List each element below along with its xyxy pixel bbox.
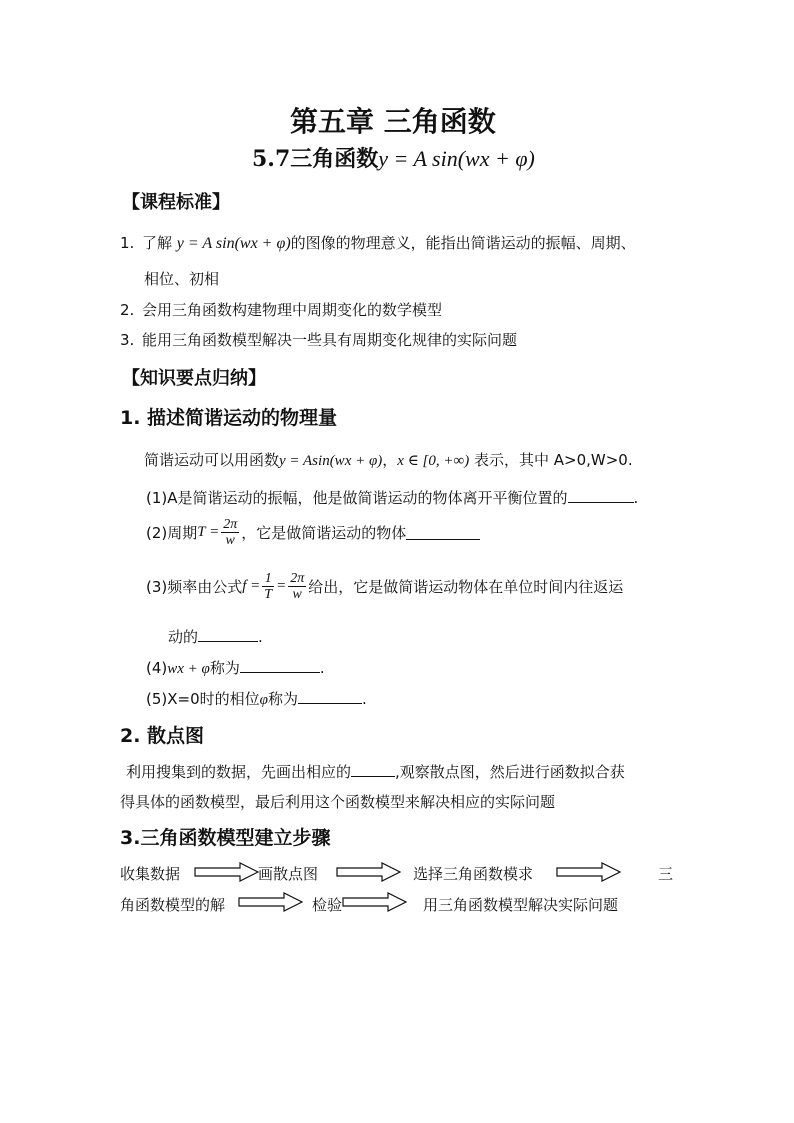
step-choose-model: 选择三角函数模求 <box>413 865 534 883</box>
part2-title: 2. 散点图 <box>120 725 205 747</box>
fraction-denominator: T <box>264 587 273 602</box>
standard-text-post: 的图像的物理意义，能指出简谐运动的振幅、周期、 <box>290 234 636 252</box>
period: . <box>633 489 639 507</box>
part1-item-3 <box>146 571 623 602</box>
part3-title: 3.三角函数模型建立步骤 <box>120 827 331 849</box>
part1-item-4 <box>146 657 325 678</box>
period: . <box>258 628 263 646</box>
item2-fraction <box>221 517 239 548</box>
item4-formula: wx + φ <box>167 661 210 677</box>
standard-num: 1. <box>120 234 135 252</box>
fraction-numerator: 1 <box>262 571 274 587</box>
item5-phi: φ <box>259 692 268 708</box>
item5-pre: (5)X=0时的相位 <box>146 690 260 708</box>
part2-line1-post: ,观察散点图，然后进行函数拟合获 <box>395 763 625 781</box>
standard-text: 会用三角函数构建物理中周期变化的数学模型 <box>142 301 443 319</box>
step-collect-data: 收集数据 <box>120 865 181 883</box>
fraction-denominator: w <box>292 587 302 602</box>
answer-blank[interactable] <box>351 762 395 777</box>
step-solve-model: 角函数模型的解 <box>120 896 226 914</box>
summary-heading: 【知识要点归纳】 <box>122 368 266 389</box>
item3-fraction-2 <box>288 571 306 602</box>
item1-text: (1)A是简谐运动的振幅，他是做简谐运动的物体离开平衡位置的 <box>146 489 568 507</box>
part1-title: 1. 描述简谐运动的物理量 <box>120 407 338 429</box>
part1-item-2 <box>146 517 480 548</box>
arrow-icon <box>238 892 304 912</box>
section-title <box>252 142 535 173</box>
item3-cont: 动的 <box>168 628 199 646</box>
fraction-numerator: 2π <box>223 517 238 532</box>
standard-item-1-cont: 相位、初相 <box>144 270 220 288</box>
answer-blank[interactable] <box>198 627 258 642</box>
step-scatter: 画散点图 <box>258 865 319 883</box>
item3-f: f = <box>242 578 261 594</box>
step-row1-tail: 三 <box>658 865 674 883</box>
part1-intro <box>144 449 633 470</box>
answer-blank[interactable] <box>240 658 320 673</box>
item5-post: 称为 <box>267 690 298 708</box>
item2-T: T = <box>197 524 220 540</box>
part2-line1-pre: 利用搜集到的数据，先画出相应的 <box>126 763 352 781</box>
section-prefix: 5.7三角函数 <box>252 146 379 172</box>
item3-post: 给出，它是做简谐运动物体在单位时间内往返运 <box>308 578 624 596</box>
arrow-icon <box>342 892 408 912</box>
standard-item-2 <box>120 299 442 320</box>
arrow-icon <box>556 862 622 882</box>
chapter-title: 第五章 三角函数 <box>290 105 496 138</box>
item3-eq: = <box>276 578 287 594</box>
fraction-numerator: 2π <box>290 571 305 586</box>
part1-item-3-cont <box>168 626 263 647</box>
item4-pre: (4) <box>146 659 168 677</box>
arrow-icon <box>336 862 402 882</box>
period: . <box>361 690 367 708</box>
part1-item-1 <box>146 487 638 508</box>
standards-heading: 【课程标准】 <box>122 192 230 213</box>
standard-formula: y = A sin(wx + φ) <box>176 235 291 252</box>
item4-post: 称为 <box>209 659 240 677</box>
period: . <box>319 659 325 677</box>
fraction-denominator: w <box>225 533 235 548</box>
intro-sep: ， <box>382 451 398 469</box>
step-verify: 检验 <box>312 896 343 914</box>
section-formula: y = A sin(wx + φ) <box>378 146 535 171</box>
intro-formula-2: x ∈ [0, +∞) <box>397 453 470 469</box>
standard-text: 能用三角函数模型解决一些具有周期变化规律的实际问题 <box>142 331 518 349</box>
standard-text-pre: 了解 <box>142 234 173 252</box>
item3-fraction-1 <box>262 571 274 602</box>
step-apply: 用三角函数模型解决实际问题 <box>423 896 619 914</box>
part2-line-1 <box>126 761 625 782</box>
arrow-icon <box>194 862 260 882</box>
answer-blank[interactable] <box>406 525 480 540</box>
intro-pre: 简谐运动可以用函数 <box>144 451 280 469</box>
part1-item-5 <box>146 688 367 709</box>
item3-pre: (3)频率由公式 <box>146 578 243 596</box>
standard-item-1 <box>120 232 636 253</box>
intro-formula-1: y = Asin(wx + φ) <box>279 453 383 469</box>
part2-line-2: 得具体的函数模型，最后利用这个函数模型来解决相应的实际问题 <box>120 793 556 811</box>
item2-pre: (2)周期 <box>146 524 198 542</box>
standard-item-3 <box>120 329 517 350</box>
item2-post: ，它是做简谐运动的物体 <box>241 524 407 542</box>
standard-num: 3. <box>120 331 135 349</box>
standard-num: 2. <box>120 301 135 319</box>
intro-post: 表示，其中 A>0,W>0. <box>473 451 633 469</box>
answer-blank[interactable] <box>568 488 634 503</box>
answer-blank[interactable] <box>298 689 362 704</box>
